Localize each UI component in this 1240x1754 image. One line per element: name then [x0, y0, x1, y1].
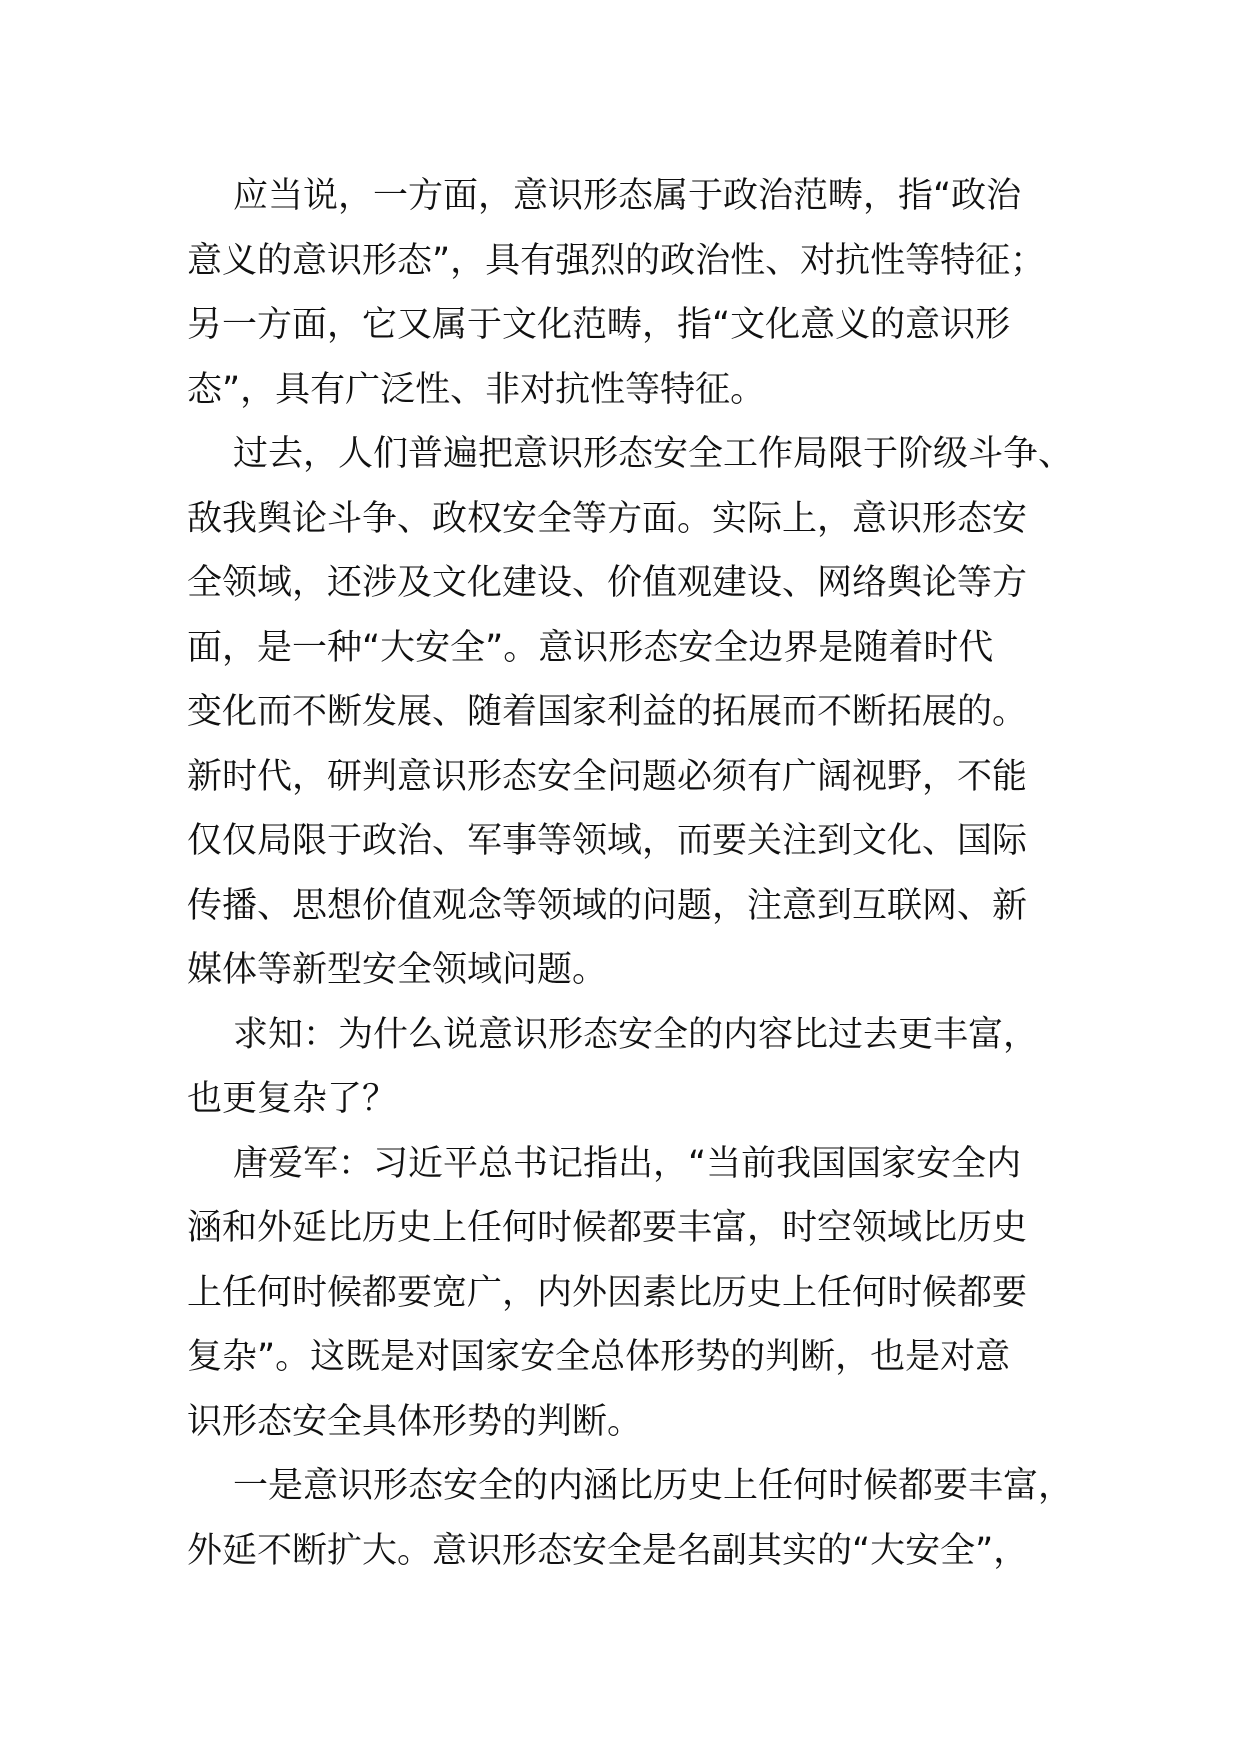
- text-line: 外延不断扩大。意识形态安全是名副其实的“大安全”，: [187, 1530, 1029, 1571]
- paragraph-3-question: [187, 1003, 1087, 1132]
- text-line: 唐爱军：习近平总书记指出，“当前我国国家安全内: [233, 1143, 1022, 1184]
- text-line: 涵和外延比历史上任何时候都要丰富，时空领域比历史: [187, 1208, 1028, 1248]
- text-line: 变化而不断发展、随着国家利益的拓展而不断拓展的。: [187, 692, 1028, 732]
- paragraph-5: [187, 1454, 1087, 1583]
- text-line: 传播、思想价值观念等领域的问题，注意到互联网、新: [187, 885, 1028, 926]
- text-line: 意义的意识形态”，具有强烈的政治性、对抗性等特征；: [187, 240, 1046, 281]
- text-line: 过去，人们普遍把意识形态安全工作局限于阶级斗争、: [233, 434, 1074, 474]
- text-line: 媒体等新型安全领域问题。: [187, 950, 608, 990]
- text-line: 新时代，研判意识形态安全问题必须有广阔视野，不能: [187, 756, 1028, 797]
- text-line: 求知：为什么说意识形态安全的内容比过去更丰富，: [233, 1014, 1039, 1055]
- text-line: 识形态安全具体形势的判断。: [187, 1401, 643, 1442]
- text-line: 应当说，一方面，意识形态属于政治范畴，指“政治: [233, 176, 1022, 216]
- article-body: [187, 164, 1087, 1583]
- text-line: 复杂”。这既是对国家安全总体形势的判断，也是对意: [187, 1337, 1011, 1377]
- text-line: 上任何时候都要宽广，内外因素比历史上任何时候都要: [187, 1272, 1028, 1313]
- text-line: 也更复杂了？: [187, 1079, 398, 1119]
- text-line: 一是意识形态安全的内涵比历史上任何时候都要丰富，: [233, 1466, 1074, 1506]
- paragraph-1: [187, 164, 1087, 422]
- paragraph-4-answer: [187, 1132, 1087, 1455]
- text-line: 另一方面，它又属于文化范畴，指“文化意义的意识形: [187, 305, 1011, 345]
- text-line: 态”，具有广泛性、非对抗性等特征。: [187, 369, 766, 410]
- text-line: 仅仅局限于政治、军事等领域，而要关注到文化、国际: [187, 821, 1028, 861]
- paragraph-2: [187, 422, 1087, 1003]
- text-line: 敌我舆论斗争、政权安全等方面。实际上，意识形态安: [187, 498, 1028, 539]
- text-line: 全领域，还涉及文化建设、价值观建设、网络舆论等方: [187, 563, 1028, 603]
- text-line: 面，是一种“大安全”。意识形态安全边界是随着时代: [187, 627, 994, 668]
